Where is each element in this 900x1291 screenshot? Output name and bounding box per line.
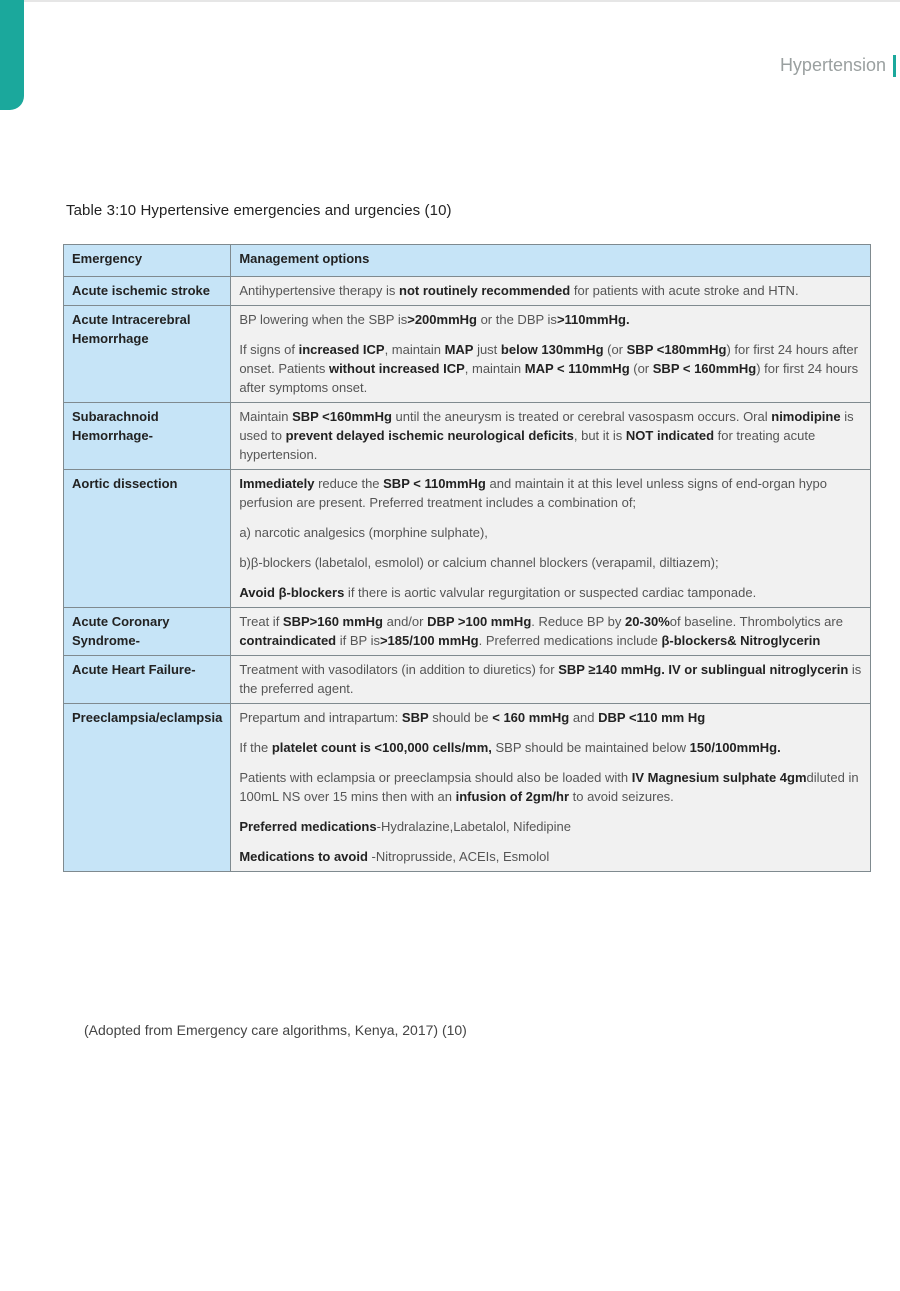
body-text: If signs of xyxy=(239,342,299,357)
emphasis-text: DBP >100 mmHg xyxy=(427,614,532,629)
body-text: a) narcotic analgesics (morphine sulphate), xyxy=(239,525,488,540)
emphasis-text: MAP xyxy=(444,342,474,357)
body-text: and maintain it at this level unless signs of end-organ hypo perfusion are present. Preferred treatment includes a combination of; xyxy=(239,476,827,510)
emergencies-table xyxy=(63,244,871,872)
management-paragraph xyxy=(239,553,862,572)
body-text: -Nitroprusside, ACEIs, Esmolol xyxy=(367,849,550,864)
emphasis-text: increased ICP xyxy=(298,342,385,357)
emphasis-text: without increased ICP xyxy=(328,361,465,376)
management-paragraph xyxy=(239,281,862,300)
body-text: b)β-blockers (labetalol, esmolol) or calcium channel blockers (verapamil, diltiazem); xyxy=(239,555,719,570)
management-cell xyxy=(231,403,871,470)
emphasis-text: β-blockers& Nitroglycerin xyxy=(661,633,821,648)
page-top-border xyxy=(0,0,900,2)
body-text: should be xyxy=(428,710,493,725)
body-text: ) for first 24 hours after symptoms onset. xyxy=(239,361,859,395)
table-row xyxy=(64,403,871,470)
body-text: . Reduce BP by xyxy=(531,614,625,629)
emphasis-text: prevent delayed ischemic neurological deficits xyxy=(285,428,574,443)
chapter-tab-marker xyxy=(0,0,24,110)
emphasis-text: contraindicated xyxy=(239,633,337,648)
body-text: Treatment with vasodilators (in addition to diuretics) for xyxy=(239,662,559,677)
emphasis-text: >185/100 mmHg xyxy=(379,633,479,648)
body-text: Patients with eclampsia or preeclampsia should also be loaded with xyxy=(239,770,632,785)
emphasis-text: below 130mmHg xyxy=(500,342,604,357)
management-cell xyxy=(231,608,871,656)
emphasis-text: SBP ≥140 mmHg. IV or sublingual nitroglycerin xyxy=(558,662,849,677)
emphasis-text: >200mmHg xyxy=(407,312,477,327)
management-paragraph xyxy=(239,583,862,602)
body-text: for patients with acute stroke and HTN. xyxy=(570,283,799,298)
management-paragraph xyxy=(239,768,862,806)
body-text: ) for first 24 hours after onset. Patients xyxy=(239,342,858,376)
emphasis-text: Preferred medications xyxy=(239,819,377,834)
body-text: is the preferred agent. xyxy=(239,662,862,696)
management-paragraph xyxy=(239,847,862,866)
emphasis-text: SBP <160mmHg xyxy=(292,409,392,424)
body-text: , but it is xyxy=(573,428,626,443)
body-text: of baseline. Thrombolytics are xyxy=(669,614,843,629)
table-row xyxy=(64,608,871,656)
emphasis-text: Immediately xyxy=(239,476,315,491)
body-text: for treating acute hypertension. xyxy=(239,428,816,462)
running-header: Hypertension xyxy=(779,55,886,75)
body-text: and/or xyxy=(383,614,428,629)
body-text: -Hydralazine,Labetalol, Nifedipine xyxy=(376,819,571,834)
emergency-cell: Aortic dissection xyxy=(64,470,231,608)
emergency-cell: Preeclampsia/eclampsia xyxy=(64,704,231,872)
body-text: to avoid seizures. xyxy=(569,789,674,804)
management-paragraph xyxy=(239,708,862,727)
body-text: , maintain xyxy=(464,361,525,376)
body-text: diluted in 100mL NS over 15 mins then with an xyxy=(239,770,859,804)
table-source-note: (Adopted from Emergency care algorithms, Kenya, 2017) (10) xyxy=(84,1022,467,1038)
management-cell xyxy=(231,470,871,608)
emergency-cell: Acute Heart Failure- xyxy=(64,656,231,704)
emphasis-text: SBP <180mmHg xyxy=(626,342,727,357)
body-text: Prepartum and intrapartum: xyxy=(239,710,402,725)
emergency-cell: Subarachnoid Hemorrhage- xyxy=(64,403,231,470)
management-paragraph xyxy=(239,407,862,464)
table-header-row xyxy=(64,245,871,277)
emphasis-text: IV Magnesium sulphate 4gm xyxy=(631,770,807,785)
emphasis-text: MAP < 110mmHg xyxy=(524,361,630,376)
emphasis-text: platelet count is <100,000 cells/mm, xyxy=(271,740,492,755)
body-text: and xyxy=(569,710,599,725)
emphasis-text: >110mmHg. xyxy=(556,312,630,327)
emphasis-text: Medications to avoid xyxy=(239,849,368,864)
emergency-cell: Acute Coronary Syndrome- xyxy=(64,608,231,656)
body-text: or the DBP is xyxy=(476,312,557,327)
management-paragraph xyxy=(239,340,862,397)
emphasis-text: SBP < 110mmHg xyxy=(383,476,486,491)
body-text: if there is aortic valvular regurgitation or suspected cardiac tamponade. xyxy=(344,585,757,600)
emphasis-text: SBP xyxy=(401,710,429,725)
management-paragraph xyxy=(239,738,862,757)
emphasis-text: SBP>160 mmHg xyxy=(282,614,383,629)
running-header-bar xyxy=(893,55,896,77)
body-text: reduce the xyxy=(314,476,384,491)
emphasis-text: nimodipine xyxy=(771,409,841,424)
management-cell xyxy=(231,704,871,872)
body-text: SBP should be maintained below xyxy=(491,740,690,755)
emergency-cell: Acute Intracerebral Hemorrhage xyxy=(64,306,231,403)
management-cell xyxy=(231,277,871,306)
management-paragraph xyxy=(239,474,862,512)
table-row xyxy=(64,470,871,608)
table-row xyxy=(64,306,871,403)
body-text: , maintain xyxy=(384,342,445,357)
body-text: just xyxy=(473,342,501,357)
emergency-cell: Acute ischemic stroke xyxy=(64,277,231,306)
management-cell xyxy=(231,306,871,403)
management-paragraph xyxy=(239,612,862,650)
body-text: is used to xyxy=(239,409,854,443)
column-header-management: Management options xyxy=(231,245,871,277)
body-text: Treat if xyxy=(239,614,283,629)
body-text: (or xyxy=(603,342,627,357)
body-text: if BP is xyxy=(336,633,380,648)
emphasis-text: < 160 mmHg xyxy=(492,710,570,725)
emphasis-text: NOT indicated xyxy=(625,428,715,443)
management-paragraph xyxy=(239,817,862,836)
table-row xyxy=(64,704,871,872)
table-row xyxy=(64,277,871,306)
emphasis-text: 150/100mmHg. xyxy=(689,740,781,755)
management-paragraph xyxy=(239,310,862,329)
table-row xyxy=(64,656,871,704)
table-body xyxy=(64,277,871,872)
column-header-emergency: Emergency xyxy=(64,245,231,277)
emphasis-text: DBP <110 mm Hg xyxy=(598,710,706,725)
management-cell xyxy=(231,656,871,704)
table-caption: Table 3:10 Hypertensive emergencies and urgencies (10) xyxy=(66,202,452,219)
body-text: until the aneurysm is treated or cerebral vasospasm occurs. Oral xyxy=(391,409,772,424)
body-text: . Preferred medications include xyxy=(478,633,662,648)
emphasis-text: 20-30% xyxy=(624,614,670,629)
body-text: Antihypertensive therapy is xyxy=(239,283,400,298)
emphasis-text: Avoid β-blockers xyxy=(239,585,345,600)
emphasis-text: SBP < 160mmHg xyxy=(652,361,757,376)
body-text: Maintain xyxy=(239,409,293,424)
emphasis-text: not routinely recommended xyxy=(399,283,571,298)
emphasis-text: infusion of 2gm/hr xyxy=(455,789,570,804)
body-text: If the xyxy=(239,740,272,755)
management-paragraph xyxy=(239,660,862,698)
management-paragraph xyxy=(239,523,862,542)
body-text: (or xyxy=(629,361,653,376)
body-text: BP lowering when the SBP is xyxy=(239,312,408,327)
